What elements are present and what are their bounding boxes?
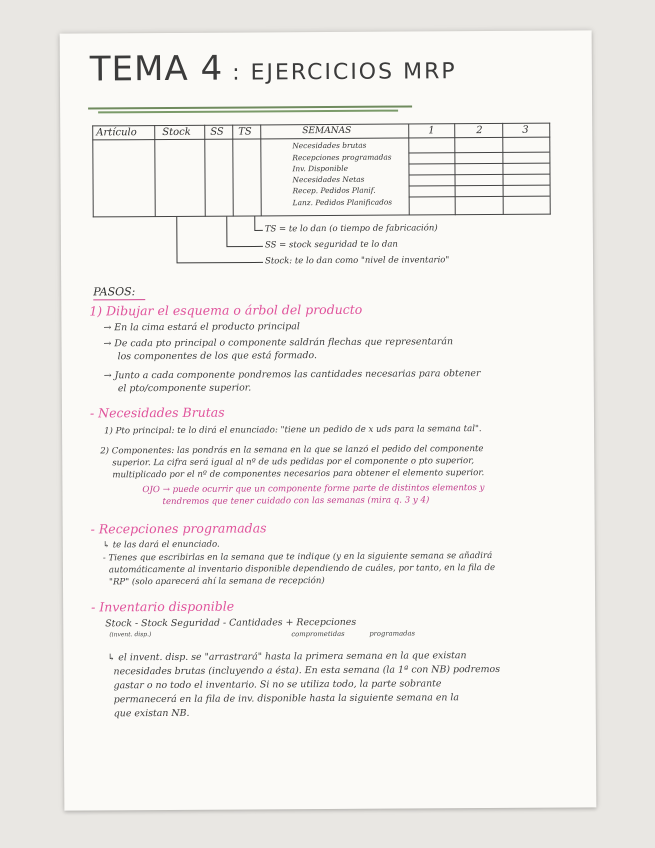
rp-line: ↳ te las dará el enunciado. — [102, 539, 220, 551]
row-label: Necesidades Netas — [292, 174, 365, 185]
rp-line: - Tienes que escribirlas en la semana que te indique (y en la siguiente semana se añadirá — [102, 550, 493, 564]
step1-line: → De cada pto principal o componente saldrán flechas que representarán — [103, 336, 454, 350]
step1-line: el pto/componente superior. — [117, 382, 252, 395]
header-week-2: 2 — [476, 125, 483, 137]
pasos-underline — [93, 299, 145, 300]
row-label: Recep. Pedidos Planif. — [292, 185, 376, 196]
header-ts: TS — [238, 126, 252, 138]
pasos-heading: PASOS: — [93, 285, 136, 299]
inv-formula-note: (invent. disp.) — [109, 631, 152, 639]
inv-line: necesidades brutas (incluyendo a ésta). En esta semana (la 1ª con NB) podremos — [113, 663, 501, 678]
nb-line: superior. La cifra será igual al nº de uds pedidas por el componente o pto superior, — [112, 456, 475, 469]
row-label: Necesidades brutas — [292, 140, 367, 151]
notebook-page — [60, 30, 597, 810]
step1-line: los componentes de los que está formado. — [117, 350, 317, 363]
annotation-arrows — [60, 30, 594, 293]
row-label: Lanz. Pedidos Planificados — [292, 197, 393, 208]
step1-line: → Junto a cada componente pondremos las cantidades necesarias para obtener — [103, 368, 481, 382]
inv-line: permanecerá en la fila de inv. disponible hasta la siguiente semana en la — [113, 692, 460, 706]
title-sub: EJERCICIOS MRP — [250, 59, 457, 86]
inv-line: gastar o no todo el inventario. Si no se utiliza todo, la parte sobrante — [113, 678, 442, 692]
annotation-ss: SS = stock seguridad te lo dan — [264, 239, 398, 251]
step1-title: 1) Dibujar el esquema o árbol del producto — [89, 301, 363, 319]
header-week-1: 1 — [428, 125, 435, 137]
title-separator: : — [232, 60, 242, 86]
header-semanas: SEMANAS — [302, 125, 352, 137]
nb-title: - Necesidades Brutas — [89, 404, 225, 421]
row-label: Inv. Disponible — [292, 163, 349, 174]
inv-formula: Stock - Stock Seguridad - Cantidades + Recepciones — [105, 616, 357, 630]
inv-formula-sub1: comprometidas — [291, 629, 345, 639]
rp-line: automáticamente al inventario disponible dependiendo de cuáles, por tanto, en la fila de — [108, 562, 496, 576]
nb-line: 2) Componentes: las pondrás en la semana en la que se lanzó el pedido del componente — [100, 444, 484, 457]
row-label: Recepciones programadas — [292, 152, 392, 163]
rp-title: - Recepciones programadas — [90, 520, 267, 537]
nb-note: OJO → puede ocurrir que un componente forme parte de distintos elementos y — [142, 483, 485, 496]
annotation-stock: Stock: te lo dan como "nivel de inventario" — [264, 255, 450, 267]
inv-title: - Inventario disponible — [91, 598, 235, 615]
nb-line: 1) Pto principal: te lo dirá el enunciado: "tiene un pedido de x uds para la semana tal". — [104, 424, 482, 437]
header-stock: Stock — [162, 126, 191, 139]
header-ss: SS — [210, 126, 224, 138]
annotation-ts: TS = te lo dan (o tiempo de fabricación) — [264, 223, 438, 235]
rp-line: "RP" (solo aparecerá ahí la semana de recepción) — [108, 576, 325, 588]
inv-line: ↳ el invent. disp. se "arrastrará" hasta la primera semana en la que existan — [107, 650, 467, 664]
inv-formula-sub2: programadas — [369, 629, 416, 638]
inv-line: que existan NB. — [113, 707, 190, 720]
step1-line: → En la cima estará el producto principal — [103, 321, 300, 334]
header-week-3: 3 — [522, 124, 529, 136]
header-articulo: Artículo — [96, 127, 137, 139]
title-main: TEMA 4 — [89, 48, 224, 90]
nb-note: tendremos que tener cuidado con las semanas (mira q. 3 y 4) — [162, 495, 430, 508]
nb-line: multiplicado por el nº de componentes necesarios para obtener el elemento superior. — [112, 468, 485, 481]
